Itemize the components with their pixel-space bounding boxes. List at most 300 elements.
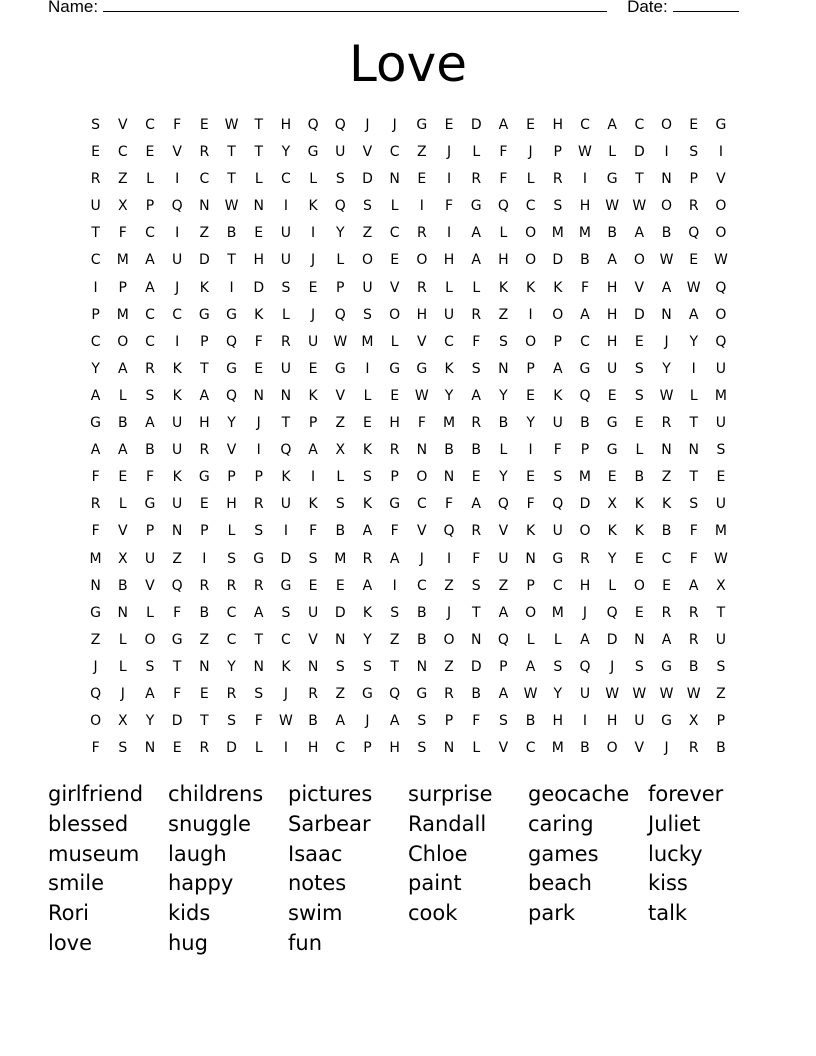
grid-cell: B	[444, 442, 454, 459]
grid-cell: R	[688, 198, 699, 215]
grid-cell: R	[281, 333, 291, 350]
name-field[interactable]	[103, 0, 607, 12]
grid-cell: S	[363, 658, 372, 675]
grid-cell: L	[526, 171, 535, 188]
grid-cell: E	[335, 577, 345, 594]
grid-cell: P	[553, 144, 562, 161]
grid-cell: B	[471, 442, 482, 459]
grid-cell: R	[552, 171, 563, 188]
grid-cell: D	[198, 252, 210, 269]
grid-cell: S	[227, 550, 236, 567]
grid-cell: W	[224, 198, 239, 215]
grid-cell: U	[715, 496, 727, 513]
grid-cell: V	[226, 442, 237, 459]
grid-cell: K	[553, 279, 563, 296]
grid-cell: Y	[499, 469, 508, 486]
grid-cell: N	[280, 387, 292, 404]
grid-cell: Q	[334, 117, 346, 133]
grid-cell: C	[661, 550, 672, 567]
word-item: fun	[288, 930, 323, 955]
grid-cell: C	[525, 740, 536, 757]
grid-cell: V	[172, 144, 182, 161]
grid-cell: E	[172, 740, 182, 757]
grid-cell: R	[471, 306, 482, 323]
grid-cell: I	[311, 469, 316, 486]
grid-cell: E	[308, 360, 318, 377]
grid-cell: C	[335, 740, 346, 757]
grid-cell: A	[498, 604, 509, 621]
grid-cell: Y	[336, 225, 345, 242]
grid-cell: D	[633, 144, 645, 161]
grid-cell: G	[416, 117, 428, 133]
grid-cell: J	[120, 685, 125, 702]
grid-cell: T	[227, 144, 236, 161]
grid-cell: Y	[91, 360, 100, 377]
grid-cell: L	[336, 252, 345, 269]
grid-cell: J	[392, 117, 397, 133]
grid-cell: E	[308, 577, 318, 594]
grid-cell: C	[199, 171, 210, 188]
grid-cell: O	[579, 523, 591, 540]
grid-cell: Z	[661, 469, 672, 486]
grid-cell: H	[579, 198, 591, 215]
grid-cell: E	[716, 469, 726, 486]
grid-cell: Z	[389, 631, 400, 648]
grid-cell: I	[582, 171, 588, 188]
word-item: blessed	[48, 811, 129, 836]
grid-cell: Z	[498, 577, 509, 594]
grid-cell: G	[416, 685, 428, 702]
grid-cell: S	[689, 144, 699, 161]
grid-cell: Y	[444, 387, 454, 404]
word-item: love	[48, 930, 93, 955]
grid-cell: K	[498, 279, 508, 296]
grid-cell: P	[526, 360, 535, 377]
grid-cell: N	[661, 306, 672, 323]
grid-cell: B	[117, 415, 128, 432]
grid-cell: K	[308, 387, 318, 404]
grid-cell: X	[117, 713, 128, 730]
grid-cell: R	[661, 415, 672, 432]
grid-cell: I	[691, 360, 696, 377]
grid-cell: T	[172, 658, 182, 675]
word-item: cook	[408, 901, 458, 926]
grid-cell: A	[607, 252, 617, 269]
grid-cell: Q	[443, 523, 455, 540]
grid-cell: O	[361, 252, 373, 269]
grid-cell: V	[117, 117, 128, 133]
grid-cell: J	[664, 740, 669, 757]
grid-cell: U	[280, 360, 292, 377]
grid-cell: A	[389, 550, 400, 567]
grid-cell: W	[659, 387, 674, 404]
grid-cell: F	[254, 333, 263, 350]
grid-cell: I	[392, 577, 397, 594]
grid-cell: L	[390, 333, 399, 350]
grid-cell: A	[688, 577, 699, 594]
grid-cell: H	[606, 306, 618, 323]
grid-cell: T	[227, 171, 236, 188]
grid-cell: S	[716, 442, 726, 459]
grid-cell: Z	[362, 225, 373, 242]
grid-cell: O	[117, 333, 129, 350]
grid-cell: C	[117, 144, 128, 161]
grid-cell: F	[173, 685, 182, 702]
grid-cell: T	[254, 117, 263, 133]
grid-cell: D	[253, 279, 265, 296]
grid-cell: I	[446, 550, 452, 567]
grid-cell: S	[634, 658, 644, 675]
grid-cell: L	[608, 577, 617, 594]
grid-cell: U	[307, 604, 319, 621]
grid-cell: L	[608, 144, 617, 161]
grid-cell: X	[117, 198, 128, 215]
grid-cell: O	[606, 740, 618, 757]
grid-cell: S	[553, 198, 563, 215]
grid-cell: S	[145, 387, 155, 404]
grid-cell: I	[256, 442, 261, 459]
grid-cell: R	[199, 740, 210, 757]
grid-cell: H	[606, 279, 618, 296]
grid-cell: P	[336, 279, 345, 296]
grid-cell: S	[281, 604, 291, 621]
grid-cell: I	[175, 171, 180, 188]
grid-cell: D	[226, 740, 237, 757]
grid-cell: A	[335, 713, 346, 730]
grid-cell: Z	[172, 550, 182, 567]
grid-cell: Z	[90, 631, 101, 648]
grid-cell: K	[308, 198, 318, 215]
grid-cell: M	[442, 415, 456, 432]
grid-cell: L	[472, 740, 481, 757]
grid-cell: A	[661, 631, 672, 648]
grid-cell: Q	[552, 496, 564, 513]
grid-cell: J	[311, 306, 316, 323]
grid-cell: I	[528, 442, 533, 459]
grid-cell: N	[253, 387, 264, 404]
grid-cell: G	[226, 360, 237, 377]
grid-cell: C	[389, 225, 400, 242]
grid-cell: U	[90, 198, 101, 215]
grid-cell: A	[362, 577, 373, 594]
grid-cell: S	[471, 360, 481, 377]
grid-cell: I	[528, 306, 533, 323]
grid-cell: O	[661, 117, 673, 133]
grid-cell: E	[634, 550, 644, 567]
grid-cell: S	[689, 496, 699, 513]
grid-cell: N	[525, 550, 536, 567]
grid-cell: Q	[497, 198, 509, 215]
word-item: smile	[48, 871, 104, 896]
grid-cell: K	[199, 279, 209, 296]
grid-cell: G	[226, 306, 237, 323]
grid-cell: I	[175, 333, 180, 350]
grid-cell: G	[661, 658, 672, 675]
grid-cell: A	[471, 496, 481, 513]
grid-cell: V	[362, 144, 373, 161]
grid-cell: T	[716, 604, 726, 621]
word-item: lucky	[648, 841, 703, 866]
grid-cell: C	[145, 333, 155, 350]
word-item: Sarbear	[288, 811, 371, 836]
grid-cell: J	[419, 550, 424, 567]
grid-cell: S	[227, 713, 236, 730]
grid-cell: W	[414, 387, 429, 404]
grid-cell: I	[664, 144, 669, 161]
grid-cell: R	[416, 225, 427, 242]
grid-cell: A	[580, 306, 590, 323]
grid-cell: S	[417, 713, 427, 730]
grid-cell: B	[199, 604, 210, 621]
grid-cell: M	[578, 225, 592, 242]
grid-cell: K	[254, 306, 264, 323]
grid-cell: T	[390, 658, 399, 675]
grid-cell: O	[633, 252, 645, 269]
grid-cell: Y	[145, 713, 155, 730]
grid-cell: F	[472, 713, 481, 730]
grid-cell: F	[91, 740, 100, 757]
grid-cell: R	[253, 577, 264, 594]
word-item: paint	[408, 871, 462, 896]
grid-cell: V	[308, 631, 318, 648]
grid-cell: A	[145, 279, 155, 296]
grid-cell: G	[334, 360, 346, 377]
grid-cell: K	[308, 496, 318, 513]
grid-cell: R	[90, 496, 101, 513]
grid-cell: Q	[171, 198, 183, 215]
grid-cell: S	[363, 306, 372, 323]
grid-cell: H	[443, 252, 455, 269]
word-item: Juliet	[648, 811, 701, 836]
word-item: geocache	[528, 782, 630, 806]
grid-cell: T	[635, 171, 644, 188]
grid-cell: C	[90, 333, 101, 350]
grid-cell: R	[199, 442, 210, 459]
grid-cell: T	[254, 631, 263, 648]
grid-cell: A	[199, 387, 210, 404]
grid-cell: I	[582, 713, 588, 730]
grid-cell: A	[607, 117, 617, 133]
grid-cell: Y	[281, 144, 291, 161]
grid-cell: N	[117, 604, 129, 621]
grid-cell: C	[226, 631, 237, 648]
grid-cell: J	[582, 604, 588, 621]
grid-cell: M	[334, 550, 347, 567]
grid-cell: E	[526, 387, 536, 404]
grid-cell: X	[117, 550, 128, 567]
grid-cell: V	[335, 387, 346, 404]
grid-cell: C	[416, 577, 427, 594]
grid-cell: P	[526, 577, 535, 594]
grid-cell: B	[580, 252, 590, 269]
grid-cell: R	[389, 442, 400, 459]
grid-cell: O	[661, 198, 673, 215]
grid-cell: L	[118, 658, 127, 675]
grid-cell: T	[200, 360, 209, 377]
grid-cell: A	[471, 252, 481, 269]
grid-cell: W	[659, 685, 674, 702]
grid-cell: T	[689, 415, 698, 432]
grid-cell: F	[145, 469, 154, 486]
grid-cell: Y	[607, 550, 617, 567]
grid-cell: G	[280, 577, 292, 594]
grid-cell: K	[634, 496, 644, 513]
grid-cell: K	[661, 496, 672, 513]
grid-cell: R	[199, 577, 210, 594]
grid-cell: D	[552, 252, 564, 269]
grid-cell: Y	[553, 685, 563, 702]
grid-cell: X	[688, 713, 699, 730]
grid-cell: Q	[171, 577, 183, 594]
grid-cell: J	[365, 117, 370, 133]
grid-cell: Z	[417, 144, 427, 161]
grid-cell: Q	[226, 333, 238, 350]
grid-cell: M	[89, 550, 102, 567]
grid-cell: H	[226, 496, 237, 513]
word-item: talk	[648, 901, 688, 926]
grid-cell: A	[145, 252, 155, 269]
grid-cell: E	[634, 333, 644, 350]
grid-cell: B	[634, 469, 645, 486]
grid-cell: F	[390, 523, 399, 540]
grid-cell: S	[363, 469, 372, 486]
grid-cell: P	[363, 740, 372, 757]
word-item: Rori	[48, 901, 89, 926]
date-field[interactable]	[673, 0, 739, 12]
grid-cell: O	[715, 225, 727, 242]
grid-cell: E	[526, 469, 536, 486]
grid-cell: O	[525, 333, 537, 350]
grid-cell: F	[445, 496, 454, 513]
grid-cell: E	[634, 415, 644, 432]
grid-cell: F	[445, 198, 454, 215]
grid-cell: E	[199, 117, 209, 133]
word-item: park	[528, 901, 575, 926]
grid-cell: C	[145, 117, 155, 133]
grid-cell: N	[307, 658, 319, 675]
grid-cell: D	[606, 631, 618, 648]
grid-cell: P	[91, 306, 100, 323]
grid-cell: E	[118, 469, 128, 486]
grid-cell: D	[579, 496, 591, 513]
grid-cell: Y	[689, 333, 698, 350]
grid-cell: J	[446, 144, 452, 161]
grid-cell: B	[525, 713, 536, 730]
grid-cell: U	[307, 333, 319, 350]
grid-cell: L	[282, 306, 290, 323]
grid-cell: F	[689, 523, 698, 540]
name-label: Name:	[48, 0, 99, 16]
grid-cell: K	[281, 469, 291, 486]
grid-cell: L	[146, 171, 154, 188]
grid-cell: S	[498, 333, 508, 350]
grid-cell: Q	[226, 387, 238, 404]
grid-cell: U	[144, 550, 156, 567]
grid-cell: H	[606, 333, 618, 350]
word-item: Isaac	[288, 841, 343, 866]
grid-cell: D	[470, 658, 482, 675]
grid-cell: S	[498, 713, 508, 730]
grid-cell: S	[145, 658, 155, 675]
grid-cell: H	[552, 117, 564, 133]
grid-cell: L	[445, 279, 453, 296]
grid-cell: I	[175, 225, 180, 242]
grid-cell: U	[552, 523, 563, 540]
grid-cell: U	[172, 252, 183, 269]
grid-cell: N	[634, 631, 645, 648]
grid-cell: A	[117, 360, 128, 377]
grid-cell: E	[444, 117, 454, 133]
grid-cell: Q	[334, 306, 346, 323]
grid-cell: N	[171, 523, 183, 540]
grid-cell: O	[90, 713, 102, 730]
grid-cell: E	[689, 117, 699, 133]
grid-cell: W	[224, 117, 239, 133]
grid-cell: I	[419, 198, 424, 215]
grid-cell: O	[715, 306, 727, 323]
grid-cell: M	[116, 306, 129, 323]
grid-cell: S	[91, 117, 101, 133]
grid-cell: T	[227, 252, 236, 269]
grid-cell: C	[525, 198, 536, 215]
grid-cell: U	[607, 360, 618, 377]
grid-cell: H	[579, 577, 591, 594]
grid-cell: E	[634, 604, 644, 621]
grid-cell: R	[688, 631, 699, 648]
grid-cell: O	[144, 631, 156, 648]
grid-cell: M	[714, 523, 727, 540]
grid-cell: H	[416, 306, 428, 323]
grid-cell: V	[634, 279, 645, 296]
grid-cell: G	[389, 496, 401, 513]
grid-cell: W	[578, 144, 592, 161]
grid-cell: X	[716, 577, 726, 594]
grid-cell: E	[390, 252, 400, 269]
grid-cell: F	[580, 279, 589, 296]
word-item: kids	[168, 901, 211, 926]
grid-cell: S	[634, 360, 644, 377]
grid-cell: A	[552, 360, 563, 377]
grid-cell: O	[416, 252, 428, 269]
grid-cell: U	[362, 279, 373, 296]
grid-cell: S	[553, 658, 563, 675]
grid-cell: R	[444, 685, 454, 702]
grid-cell: U	[579, 685, 591, 702]
word-item: surprise	[408, 782, 493, 806]
grid-cell: J	[446, 604, 452, 621]
grid-cell: U	[715, 415, 727, 432]
grid-cell: Y	[662, 360, 671, 377]
grid-cell: Y	[227, 415, 236, 432]
grid-cell: P	[499, 658, 508, 675]
grid-cell: K	[362, 604, 373, 621]
grid-cell: U	[715, 360, 727, 377]
grid-cell: L	[254, 740, 263, 757]
grid-cell: C	[281, 631, 291, 648]
grid-cell: D	[171, 713, 183, 730]
grid-cell: F	[526, 496, 535, 513]
grid-cell: K	[526, 523, 536, 540]
grid-cell: J	[256, 415, 261, 432]
grid-cell: E	[91, 144, 101, 161]
grid-cell: N	[443, 740, 455, 757]
grid-cell: F	[472, 333, 481, 350]
grid-cell: V	[117, 523, 128, 540]
word-item: notes	[288, 871, 347, 896]
grid-cell: K	[362, 496, 373, 513]
grid-cell: C	[416, 496, 427, 513]
grid-cell: B	[117, 577, 128, 594]
